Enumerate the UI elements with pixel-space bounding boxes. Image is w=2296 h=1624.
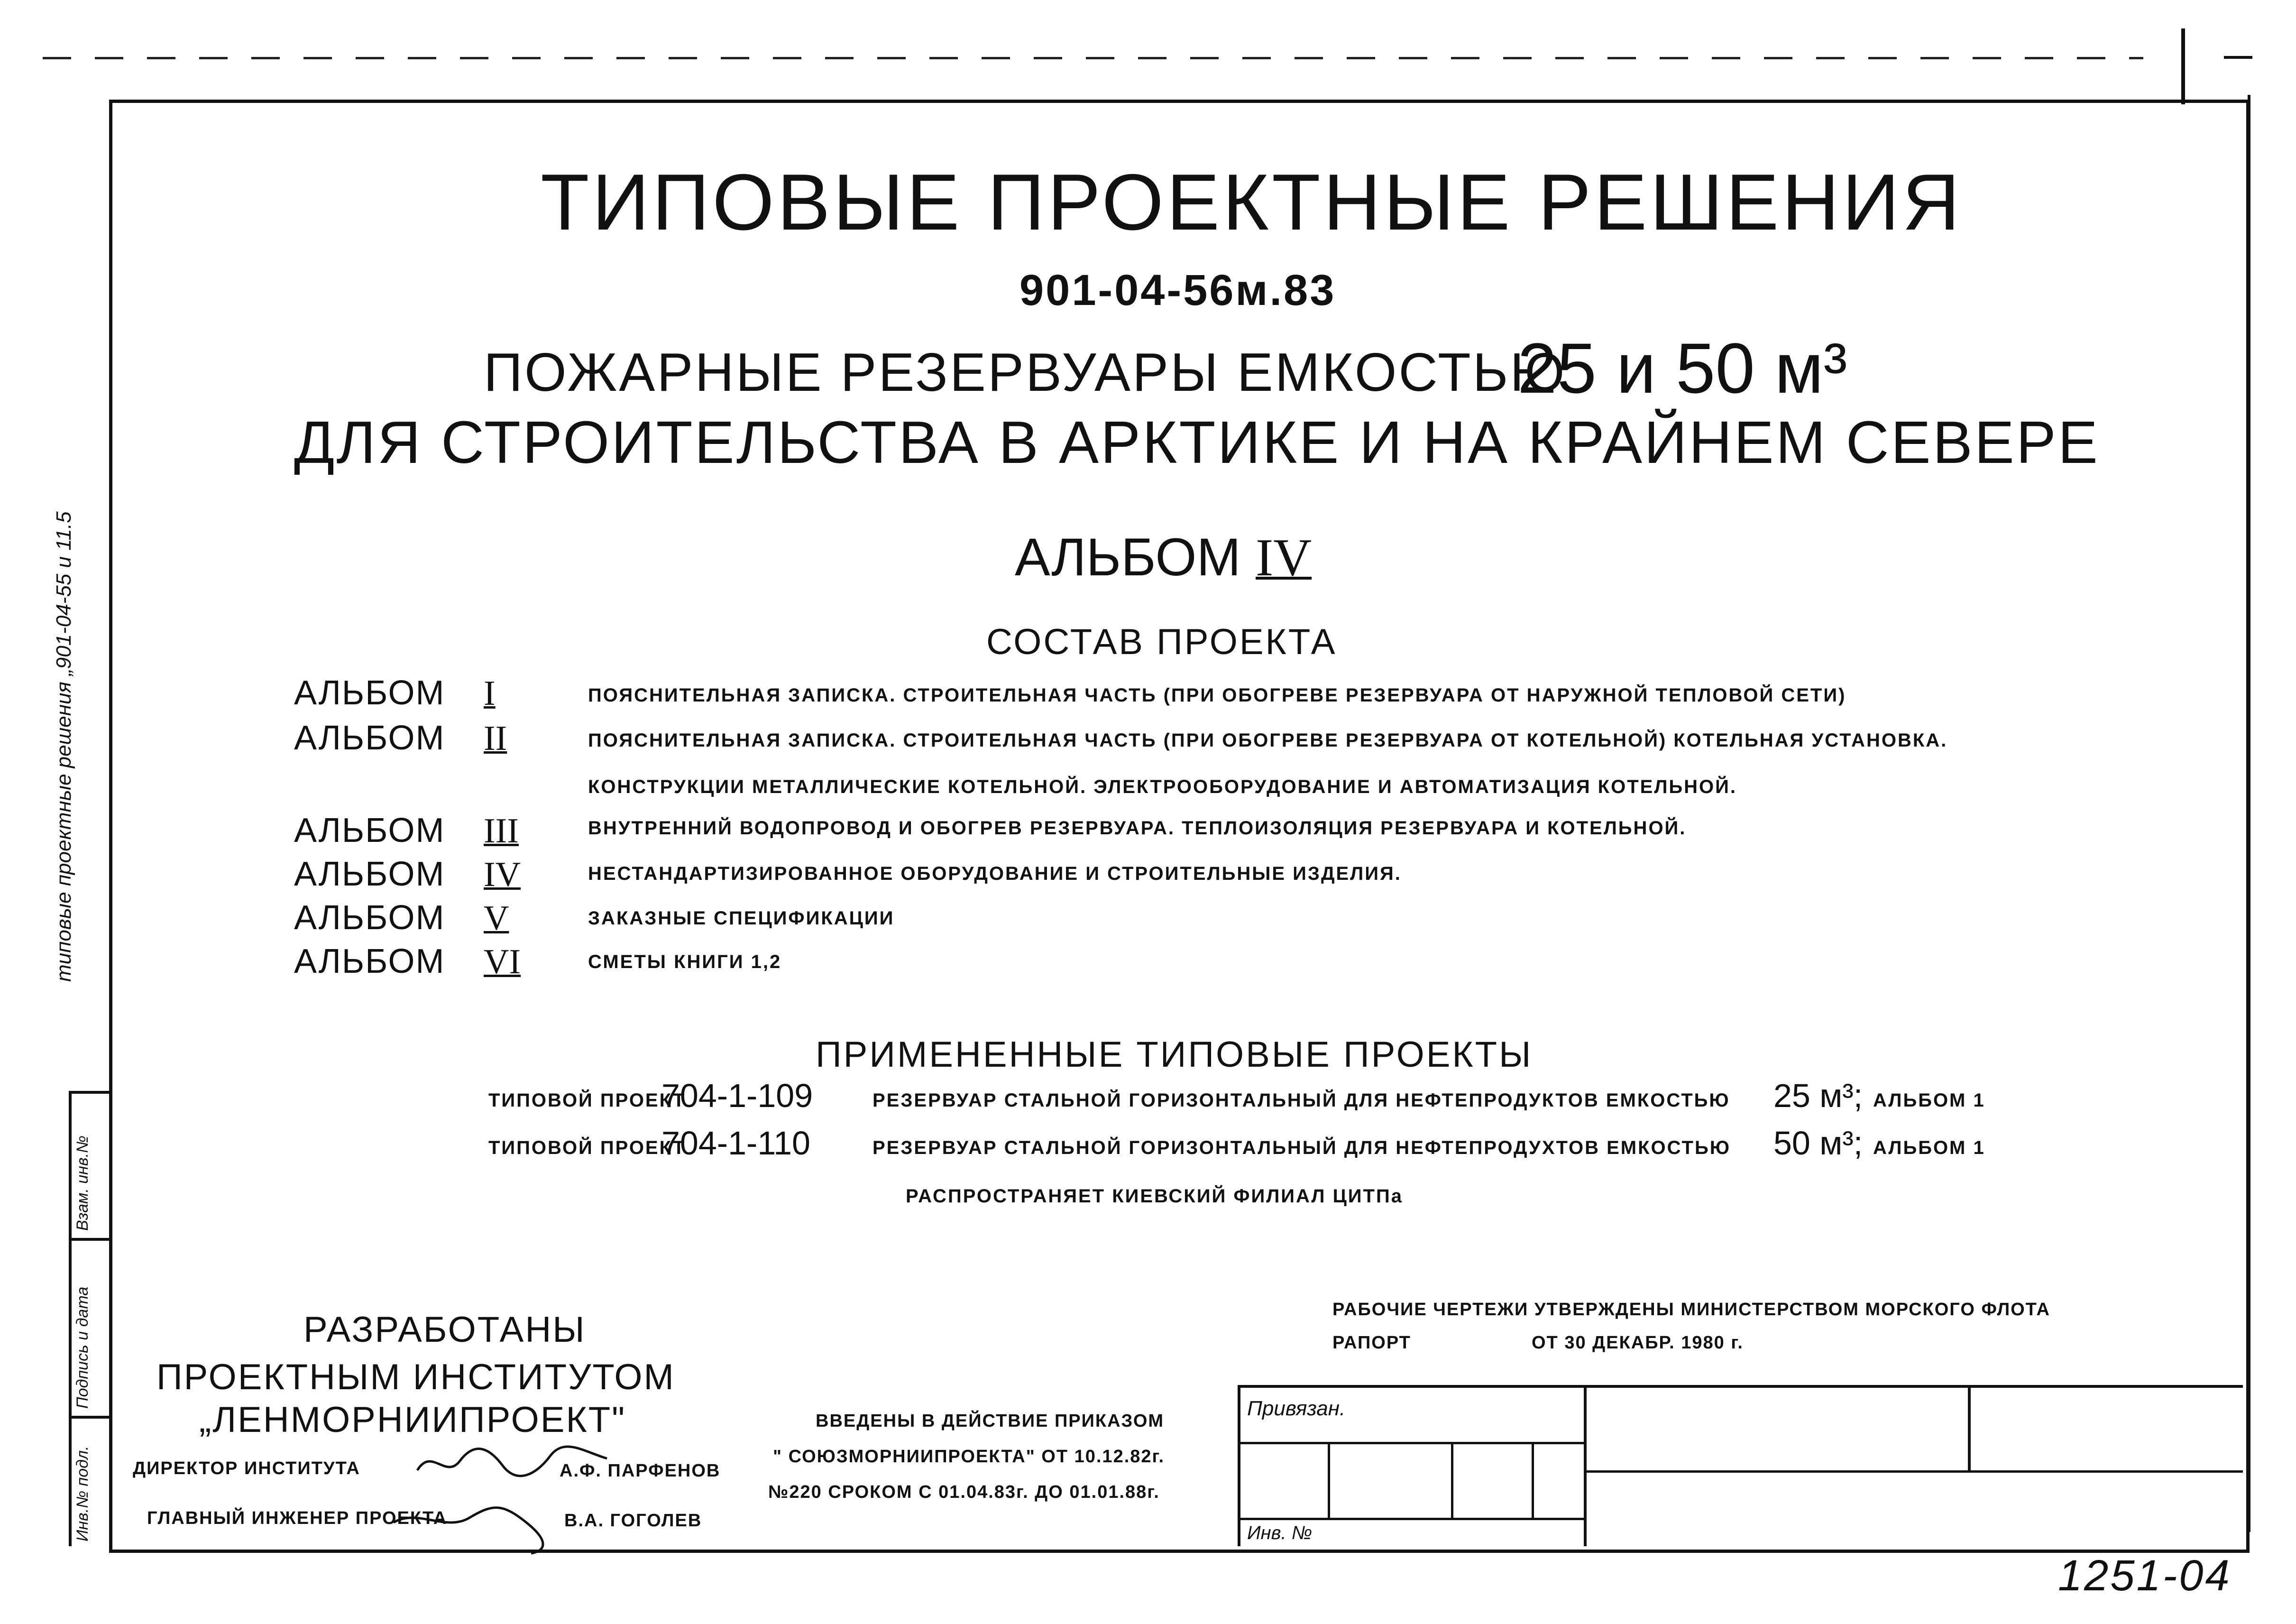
applied-row (488, 1077, 2053, 1119)
album-item-roman: V (484, 899, 509, 938)
stamp-mid (1584, 1385, 1587, 1546)
side-label-replace: Взам. инв.№ (73, 1135, 92, 1231)
chief-signature (389, 1489, 569, 1558)
album-item-desc: СМЕТЫ КНИГИ 1,2 (588, 951, 782, 972)
album-item-name: АЛЬБОМ (294, 719, 445, 757)
album-item-desc: ПОЯСНИТЕЛЬНАЯ ЗАПИСКА. СТРОИТЕЛЬНАЯ ЧАСТЬ (ПРИ ОБОГРЕВЕ РЕЗЕРВУАРА ОТ КОТЕЛЬНОЙ) КОТЕЛЬНАЯ УСТАНОВКА. (588, 730, 1948, 751)
album-item-desc: ВНУТРЕННИЙ ВОДОПРОВОД И ОБОГРЕВ РЕЗЕРВУАРА. ТЕПЛОИЗОЛЯЦИЯ РЕЗЕРВУАРА И КОТЕЛЬНОЙ. (588, 818, 1687, 839)
margin-note: типовые проектные решения „901-04-55 и 11.5 (52, 511, 75, 982)
subtitle-volume: 25 и 50 м³ (1517, 328, 1847, 408)
sheet-number: 1251-04 (2058, 1551, 2232, 1600)
side-label-inv: Инв.№ подл. (73, 1446, 92, 1541)
album-item-roman: II (484, 719, 507, 758)
album-item-roman: III (484, 812, 519, 850)
right-edge-tick (2224, 56, 2252, 59)
side-strip-top (69, 1091, 111, 1094)
applied-volume: 25 м³; (1773, 1077, 1863, 1114)
chief-name: В.А. ГОГОЛЕВ (564, 1511, 702, 1531)
album-item-desc: ПОЯСНИТЕЛЬНАЯ ЗАПИСКА. СТРОИТЕЛЬНАЯ ЧАСТЬ (ПРИ ОБОГРЕВЕ РЕЗЕРВУАРА ОТ НАРУЖНОЙ ТЕПЛОВОЙ СЕТИ) (588, 685, 1846, 706)
stamp-row2 (1584, 1470, 2243, 1473)
composition-header: СОСТАВ ПРОЕКТА (986, 622, 1337, 662)
album-item-desc-cont: КОНСТРУКЦИИ МЕТАЛЛИЧЕСКИЕ КОТЕЛЬНОЙ. ЭЛЕКТРООБОРУДОВАНИЕ И АВТОМАТИЗАЦИЯ КОТЕЛЬНОЙ. (588, 776, 1737, 797)
stamp-col3 (1532, 1442, 1534, 1518)
top-edge-line (43, 57, 2143, 59)
subtitle-line2: ДЛЯ СТРОИТЕЛЬСТВА В АРКТИКЕ И НА КРАЙНЕМ СЕВЕРЕ (294, 409, 2100, 476)
developed-line1: РАЗРАБОТАНЫ (303, 1310, 586, 1350)
subtitle-line1: ПОЖАРНЫЕ РЕЗЕРВУАРЫ ЕМКОСТЬЮ (484, 342, 1567, 403)
project-code: 901-04-56м.83 (1019, 266, 1336, 314)
applied-number: 704-1-109 (661, 1077, 813, 1114)
director-label: ДИРЕКТОР ИНСТИТУТА (133, 1458, 360, 1478)
side-strip-div2 (69, 1416, 111, 1419)
stamp-left (1238, 1385, 1240, 1546)
stamp-bound-label: Привязан. (1247, 1397, 1346, 1420)
album-item-name: АЛЬБОМ (294, 942, 445, 980)
album-item-name: АЛЬБОМ (294, 899, 445, 937)
approved-line1: РАБОЧИЕ ЧЕРТЕЖИ УТВЕРЖДЕНЫ МИНИСТЕРСТВОМ МОРСКОГО ФЛОТА (1332, 1300, 2050, 1320)
stamp-right-div (1968, 1385, 1971, 1470)
applied-desc: РЕЗЕРВУАР СТАЛЬНОЙ ГОРИЗОНТАЛЬНЫЙ ДЛЯ НЕФТЕПРОДУХТОВ ЕМКОСТЬЮ (872, 1137, 1731, 1158)
stamp-col1 (1328, 1442, 1330, 1518)
side-label-signature: Подпись и дата (73, 1286, 92, 1409)
chief-label: ГЛАВНЫЙ ИНЖЕНЕР ПРОЕКТА (147, 1508, 448, 1528)
enacted-line1: ВВЕДЕНЫ В ДЕЙСТВИЕ ПРИКАЗОМ (816, 1411, 1165, 1431)
album-heading (1015, 526, 1312, 589)
applied-album: АЛЬБОМ 1 (1873, 1090, 1985, 1111)
album-item-name: АЛЬБОМ (294, 855, 445, 893)
stamp-inv-label: Инв. № (1247, 1522, 1313, 1543)
applied-number: 704-1-110 (661, 1125, 810, 1162)
applied-desc: РЕЗЕРВУАР СТАЛЬНОЙ ГОРИЗОНТАЛЬНЫЙ ДЛЯ НЕФТЕПРОДУКТОВ ЕМКОСТЬЮ (872, 1090, 1730, 1111)
enacted-line2: " СОЮЗМОРНИИПРОЕКТА" ОТ 10.12.82г. (773, 1447, 1165, 1467)
side-strip-border (69, 1091, 72, 1546)
applied-row (488, 1124, 2053, 1167)
stamp-top (1238, 1385, 2243, 1388)
distributor-note: РАСПРОСТРАНЯЕТ КИЕВСКИЙ ФИЛИАЛ ЦИТПа (906, 1186, 1403, 1207)
director-name: А.Ф. ПАРФЕНОВ (560, 1461, 721, 1481)
page-title: ТИПОВЫЕ ПРОЕКТНЫЕ РЕШЕНИЯ (541, 157, 1963, 247)
enacted-line3: №220 СРОКОМ С 01.04.83г. ДО 01.01.88г. (768, 1482, 1160, 1502)
right-edge-mark (2181, 28, 2185, 104)
album-label: АЛЬБОМ (1015, 527, 1241, 587)
album-item-name: АЛЬБОМ (294, 812, 445, 849)
album-number: IV (1255, 528, 1312, 587)
album-item-name: АЛЬБОМ (294, 674, 445, 712)
applied-volume: 50 м³; (1773, 1125, 1863, 1162)
signature-scribble (389, 1489, 569, 1556)
developed-line2: ПРОЕКТНЫМ ИНСТИТУТОМ (156, 1357, 675, 1397)
applied-prefix: ТИПОВОЙ ПРОЕКТ (488, 1090, 686, 1111)
developed-line3: „ЛЕНМОРНИИПРОЕКТ" (199, 1400, 626, 1440)
album-item-roman: VI (484, 942, 521, 981)
album-item-desc: ЗАКАЗНЫЕ СПЕЦИФИКАЦИИ (588, 908, 895, 929)
side-strip-div1 (69, 1238, 111, 1241)
applied-prefix: ТИПОВОЙ ПРОЕКТ (488, 1137, 686, 1158)
applied-album: АЛЬБОМ 1 (1873, 1137, 1985, 1158)
stamp-col2 (1451, 1442, 1453, 1518)
album-item-roman: IV (484, 855, 521, 894)
approved-date: ОТ 30 ДЕКАБР. 1980 г. (1532, 1333, 1744, 1353)
album-item-roman: I (484, 674, 496, 713)
approved-label: РАПОРТ (1332, 1333, 1411, 1353)
album-item-desc: НЕСТАНДАРТИЗИРОВАННОЕ ОБОРУДОВАНИЕ И СТРОИТЕЛЬНЫЕ ИЗДЕЛИЯ. (588, 863, 1402, 884)
stamp-row3 (1238, 1518, 1584, 1520)
applied-header: ПРИМЕНЕННЫЕ ТИПОВЫЕ ПРОЕКТЫ (816, 1034, 1533, 1075)
